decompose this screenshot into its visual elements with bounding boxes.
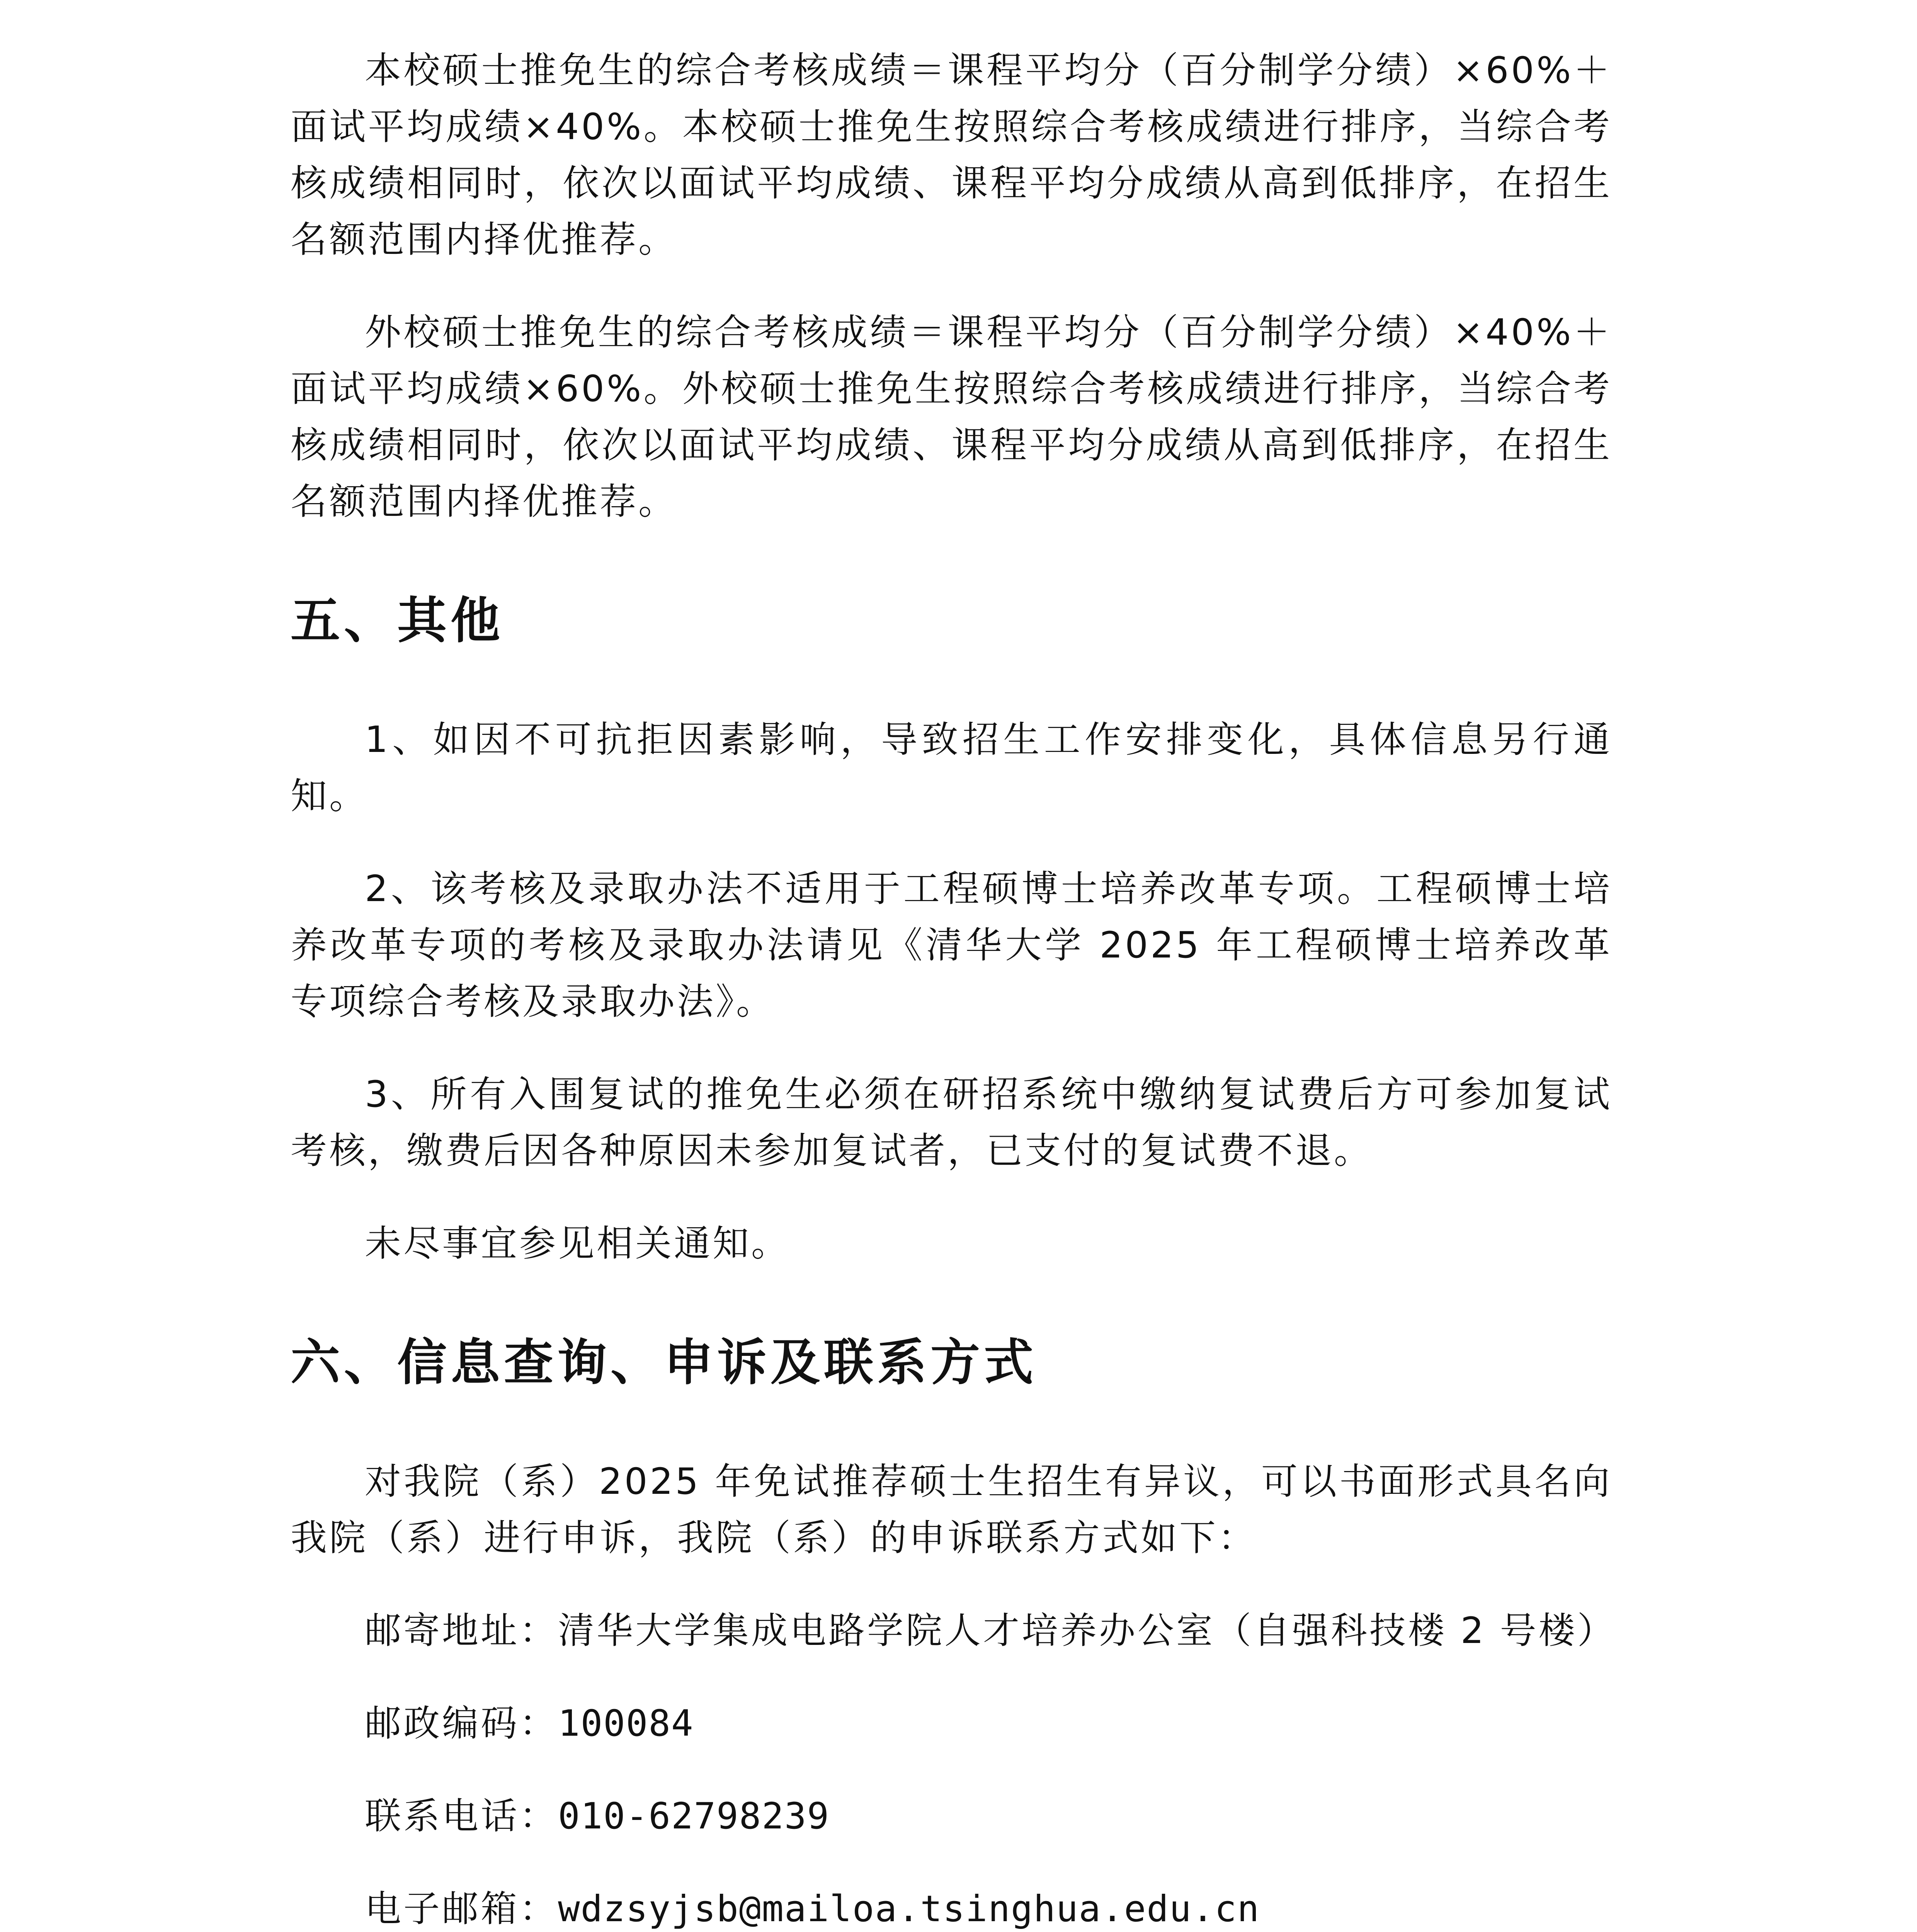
contact-postcode-value: 100084 xyxy=(558,1702,694,1745)
contact-phone-value: 010-62798239 xyxy=(558,1795,830,1837)
section-heading-other: 五、其他 xyxy=(291,592,504,650)
paragraph-item-2: 2、该考核及录取办法不适用于工程硕博士培养改革专项。工程硕博士培养改革专项的考核及录取办法请见《清华大学 2025 年工程硕博士培养改革专项综合考核及录取办法》。 xyxy=(291,868,1612,1023)
contact-postcode xyxy=(291,1696,1612,1752)
paragraph-item-1: 1、如因不可抗拒因素影响，导致招生工作安排变化，具体信息另行通知。 xyxy=(291,719,1612,817)
contact-email xyxy=(291,1881,1612,1932)
contact-address xyxy=(291,1603,1616,1659)
paragraph-internal-score: 本校硕士推免生的综合考核成绩＝课程平均分（百分制学分绩）×60%＋面试平均成绩×40%。本校硕士推免生按照综合考核成绩进行排序，当综合考核成绩相同时，依次以面试平均成绩、课程平均分成绩从高到低排序，在招生名额范围内择优推荐。 xyxy=(291,49,1612,261)
section-heading-contact: 六、信息查询、申诉及联系方式 xyxy=(291,1334,1038,1391)
document-body xyxy=(291,43,1616,1932)
contact-phone-label: 联系电话： xyxy=(365,1795,558,1837)
contact-postcode-label: 邮政编码： xyxy=(365,1702,558,1745)
contact-phone xyxy=(291,1788,1612,1845)
paragraph-item-3: 3、所有入围复试的推免生必须在研招系统中缴纳复试费后方可参加复试考核，缴费后因各种原因未参加复试者，已支付的复试费不退。 xyxy=(291,1073,1612,1172)
contact-email-label: 电子邮箱： xyxy=(365,1888,558,1930)
paragraph-misc-note: 未尽事宜参见相关通知。 xyxy=(365,1223,790,1265)
paragraph-appeal-intro: 对我院（系）2025 年免试推荐硕士生招生有异议，可以书面形式具名向我院（系）进行申诉，我院（系）的申诉联系方式如下： xyxy=(291,1461,1612,1559)
paragraph-external-score: 外校硕士推免生的综合考核成绩＝课程平均分（百分制学分绩）×40%＋面试平均成绩×60%。外校硕士推免生按照综合考核成绩进行排序，当综合考核成绩相同时，依次以面试平均成绩、课程平均分成绩从高到低排序，在招生名额范围内择优推荐。 xyxy=(291,311,1612,523)
contact-email-link[interactable]: wdzsyjsb@mailoa.tsinghua.edu.cn xyxy=(558,1888,1260,1930)
contact-address-value: 清华大学集成电路学院人才培养办公室（自强科技楼 2 号楼） xyxy=(558,1610,1616,1652)
contact-address-label: 邮寄地址： xyxy=(365,1610,558,1652)
